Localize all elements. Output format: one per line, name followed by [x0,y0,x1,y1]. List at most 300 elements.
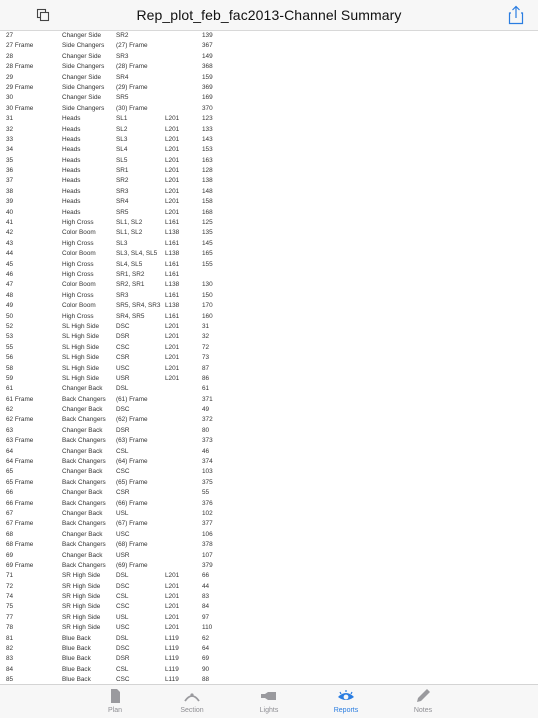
position-cell: Heads [62,146,81,154]
table-row [0,499,538,509]
dimmer-cell: 163 [202,156,213,164]
dimmer-cell: 69 [202,655,210,663]
tab-label: Lights [259,707,279,714]
focus-cell: SR3 [116,291,129,299]
tab-lights[interactable] [229,685,309,718]
channel-cell: 61 Frame [6,395,34,403]
focus-cell: (30) Frame [116,104,148,112]
position-cell: Changer Side [62,94,102,102]
channel-cell: 31 [6,115,14,123]
dimmer-cell: 123 [202,115,213,123]
focus-cell: SR4 [116,198,129,206]
position-cell: Heads [62,115,81,123]
channel-cell: 56 [6,354,14,362]
position-cell: Heads [62,198,81,206]
focus-cell: SR3 [116,52,129,60]
dimmer-cell: 87 [202,364,210,372]
focus-cell: SR5 [116,94,129,102]
table-row [0,665,538,675]
focus-cell: USC [116,624,130,632]
focus-cell: CSC [116,343,130,351]
dimmer-cell: 371 [202,395,213,403]
color-cell: L201 [165,374,180,382]
dimmer-cell: 86 [202,374,210,382]
focus-cell: SR1, SR2 [116,270,145,278]
position-cell: Changer Back [62,447,103,455]
position-cell: Changer Back [62,530,103,538]
channel-cell: 47 [6,281,14,289]
position-cell: Changer Back [62,406,103,414]
tab-bar [0,684,538,718]
channel-cell: 62 Frame [6,416,34,424]
dimmer-cell: 143 [202,135,213,143]
position-cell: Heads [62,187,81,195]
channel-cell: 37 [6,177,14,185]
position-cell: Blue Back [62,655,91,663]
dimmer-cell: 372 [202,416,213,424]
focus-cell: CSR [116,354,130,362]
dimmer-cell: 55 [202,489,210,497]
color-cell: L201 [165,198,180,206]
channel-cell: 49 [6,302,14,310]
color-cell: L201 [165,364,180,372]
dimmer-cell: 377 [202,520,213,528]
channel-cell: 46 [6,270,14,278]
channel-cell: 27 [6,32,14,39]
dimmer-cell: 373 [202,437,213,445]
position-cell: Heads [62,208,81,216]
position-cell: High Cross [62,260,94,268]
table-row [0,343,538,353]
table-row [0,467,538,477]
channel-cell: 32 [6,125,14,133]
dimmer-cell: 376 [202,499,213,507]
position-cell: Changer Back [62,385,103,393]
position-cell: High Cross [62,291,94,299]
focus-cell: DSC [116,645,130,653]
focus-cell: SL3, SL4, SL5 [116,250,158,258]
table-row [0,312,538,322]
channel-cell: 43 [6,239,14,247]
dimmer-cell: 44 [202,582,210,590]
focus-cell: (67) Frame [116,520,148,528]
focus-cell: (64) Frame [116,458,148,466]
color-cell: L138 [165,281,180,289]
tab-plan[interactable] [75,685,155,718]
channel-cell: 85 [6,676,14,684]
position-cell: Changer Back [62,489,103,497]
table-row [0,260,538,270]
tab-label: Notes [413,707,433,714]
color-cell: L201 [165,603,180,611]
table-row [0,530,538,540]
position-cell: Color Boom [62,281,96,289]
position-cell: Heads [62,156,81,164]
channel-cell: 69 Frame [6,561,34,569]
color-cell: L119 [165,645,179,653]
table-row [0,447,538,457]
dimmer-cell: 83 [202,593,210,601]
channel-summary-table[interactable] [0,31,538,684]
color-cell: L201 [165,187,180,195]
channel-cell: 30 Frame [6,104,34,112]
dimmer-cell: 160 [202,312,213,320]
channel-cell: 82 [6,645,14,653]
channel-cell: 63 Frame [6,437,34,445]
focus-cell: SR2 [116,177,129,185]
table-row [0,280,538,290]
channel-cell: 68 [6,530,14,538]
table-row [0,571,538,581]
table-row [0,675,538,684]
color-cell: L161 [165,291,180,299]
table-row [0,135,538,145]
table-row [0,426,538,436]
channel-cell: 29 Frame [6,83,34,91]
dimmer-cell: 153 [202,146,213,154]
table-row [0,104,538,114]
table-row [0,644,538,654]
channel-cell: 67 [6,509,14,517]
position-cell: High Cross [62,219,94,227]
channel-cell: 74 [6,593,14,601]
position-cell: SR High Side [62,624,101,632]
dimmer-cell: 61 [202,385,210,393]
focus-cell: DSC [116,582,130,590]
table-row [0,374,538,384]
table-row [0,249,538,259]
position-cell: Back Changers [62,541,106,549]
position-cell: SL High Side [62,322,100,330]
focus-cell: DSR [116,333,130,341]
table-row [0,613,538,623]
dimmer-cell: 169 [202,94,213,102]
dimmer-cell: 155 [202,260,213,268]
position-cell: SR High Side [62,582,101,590]
dimmer-cell: 102 [202,509,213,517]
color-cell: L201 [165,125,180,133]
position-cell: Color Boom [62,302,96,310]
page-title: Rep_plot_feb_fac2013-Channel Summary [136,7,402,23]
table-row [0,384,538,394]
channel-cell: 41 [6,219,14,227]
focus-cell: USC [116,364,130,372]
position-cell: Back Changers [62,458,106,466]
dimmer-cell: 170 [202,302,213,310]
dimmer-cell: 49 [202,406,210,414]
channel-cell: 77 [6,613,14,621]
focus-cell: USR [116,374,130,382]
channel-cell: 45 [6,260,14,268]
dimmer-cell: 145 [202,239,213,247]
position-cell: SL High Side [62,333,100,341]
position-cell: Back Changers [62,478,106,486]
color-cell: L119 [165,655,179,663]
position-cell: SR High Side [62,613,101,621]
channel-cell: 44 [6,250,14,258]
tab-section[interactable] [152,685,232,718]
share-icon[interactable] [508,5,524,25]
table-row [0,654,538,664]
position-cell: Changer Back [62,468,103,476]
color-cell: L119 [165,665,179,673]
dimmer-cell: 84 [202,603,210,611]
dimmer-cell: 165 [202,250,213,258]
channel-cell: 27 Frame [6,42,34,50]
table-row [0,73,538,83]
dimmer-cell: 88 [202,676,210,684]
focus-cell: CSC [116,468,130,476]
position-cell: High Cross [62,239,94,247]
plan-document-icon [105,688,125,704]
dimmer-cell: 375 [202,478,213,486]
position-cell: Changer Side [62,73,102,81]
focus-cell: DSC [116,322,130,330]
pencil-icon [413,688,433,704]
table-row [0,509,538,519]
position-cell: Side Changers [62,83,105,91]
dimmer-cell: 150 [202,291,213,299]
channel-cell: 52 [6,322,14,330]
focus-cell: USL [116,509,129,517]
focus-cell: SL4, SL5 [116,260,143,268]
dimmer-cell: 368 [202,63,213,71]
dimmer-cell: 378 [202,541,213,549]
channel-cell: 83 [6,655,14,663]
position-cell: Back Changers [62,437,106,445]
tab-notes[interactable] [383,685,463,718]
table-row [0,156,538,166]
color-cell: L161 [165,312,180,320]
position-cell: Changer Back [62,551,103,559]
dimmer-cell: 90 [202,665,210,673]
table-row [0,176,538,186]
dimmer-cell: 106 [202,530,213,538]
dimmer-cell: 158 [202,198,213,206]
table-row [0,52,538,62]
color-cell: L201 [165,354,180,362]
focus-cell: DSC [116,406,130,414]
dimmer-cell: 72 [202,343,210,351]
position-cell: Changer Back [62,426,103,434]
focus-cell: (29) Frame [116,83,148,91]
position-cell: Color Boom [62,229,96,237]
table-row [0,197,538,207]
focus-cell: USC [116,530,130,538]
position-cell: SL High Side [62,374,100,382]
color-cell: L201 [165,593,180,601]
focus-cell: SR5 [116,208,129,216]
color-cell: L201 [165,572,180,580]
channel-cell: 64 Frame [6,458,34,466]
dimmer-cell: 139 [202,32,213,39]
table-row [0,187,538,197]
channel-cell: 72 [6,582,14,590]
position-cell: Changer Side [62,52,102,60]
focus-cell: (69) Frame [116,561,148,569]
position-cell: Side Changers [62,63,105,71]
focus-cell: CSC [116,603,130,611]
color-cell: L119 [165,634,179,642]
table-row [0,634,538,644]
dimmer-cell: 379 [202,561,213,569]
channel-cell: 29 [6,73,14,81]
dimmer-cell: 107 [202,551,213,559]
focus-cell: CSR [116,489,130,497]
channel-cell: 69 [6,551,14,559]
position-cell: Heads [62,125,81,133]
table-row [0,145,538,155]
table-row [0,415,538,425]
focus-cell: SL2 [116,125,128,133]
table-row [0,478,538,488]
focus-cell: (68) Frame [116,541,148,549]
focus-cell: CSL [116,665,129,673]
position-cell: Blue Back [62,665,91,673]
channel-cell: 36 [6,167,14,175]
channel-cell: 50 [6,312,14,320]
color-cell: L201 [165,333,180,341]
focus-cell: SR4 [116,73,129,81]
table-row [0,540,538,550]
focus-cell: USR [116,551,130,559]
table-row [0,270,538,280]
color-cell: L201 [165,582,180,590]
channel-cell: 40 [6,208,14,216]
dimmer-cell: 149 [202,52,213,60]
focus-cell: SR3 [116,187,129,195]
table-row [0,332,538,342]
dimmer-cell: 148 [202,187,213,195]
channel-cell: 65 [6,468,14,476]
focus-cell: DSR [116,426,130,434]
position-cell: SL High Side [62,354,100,362]
table-row [0,41,538,51]
table-row [0,457,538,467]
dimmer-cell: 374 [202,458,213,466]
channel-cell: 48 [6,291,14,299]
position-cell: SR High Side [62,603,101,611]
dimmer-cell: 103 [202,468,213,476]
table-row [0,364,538,374]
reports-eye-icon [336,688,356,704]
position-cell: Heads [62,167,81,175]
position-cell: High Cross [62,270,94,278]
position-cell: Blue Back [62,634,91,642]
table-row [0,83,538,93]
table-row [0,488,538,498]
color-cell: L161 [165,219,180,227]
position-cell: Back Changers [62,416,106,424]
channel-cell: 71 [6,572,14,580]
focus-cell: SL5 [116,156,128,164]
tab-label: Plan [107,707,122,714]
tab-reports[interactable] [306,685,386,718]
dimmer-cell: 128 [202,167,213,175]
table-row [0,551,538,561]
focus-cell: SL3 [116,239,128,247]
color-cell: L201 [165,167,180,175]
table-row [0,322,538,332]
color-cell: L161 [165,239,180,247]
channel-cell: 81 [6,634,14,642]
channel-cell: 42 [6,229,14,237]
table-row [0,62,538,72]
focus-cell: SR4, SR5 [116,312,145,320]
focus-cell: SR5, SR4, SR3 [116,302,161,310]
dimmer-cell: 369 [202,83,213,91]
dimmer-cell: 133 [202,125,213,133]
channel-cell: 28 [6,52,14,60]
focus-cell: SR2 [116,32,129,39]
table-row [0,239,538,249]
color-cell: L201 [165,343,180,351]
color-cell: L138 [165,229,180,237]
table-row [0,166,538,176]
channel-cell: 59 [6,374,14,382]
position-cell: SL High Side [62,343,100,351]
navigation-bar [0,0,538,31]
position-cell: SR High Side [62,572,101,580]
focus-cell: (63) Frame [116,437,148,445]
position-cell: Back Changers [62,395,106,403]
focus-cell: USL [116,613,129,621]
color-cell: L201 [165,322,180,330]
channel-cell: 75 [6,603,14,611]
focus-cell: SL3 [116,135,128,143]
dimmer-cell: 168 [202,208,213,216]
table-row [0,436,538,446]
channel-cell: 33 [6,135,14,143]
position-cell: SL High Side [62,364,100,372]
focus-cell: (28) Frame [116,63,148,71]
table-row [0,561,538,571]
channel-cell: 61 [6,385,14,393]
channel-cell: 66 [6,489,14,497]
table-row [0,592,538,602]
table-row [0,519,538,529]
dimmer-cell: 159 [202,73,213,81]
table-row [0,405,538,415]
dimmer-cell: 66 [202,572,210,580]
position-cell: Side Changers [62,104,105,112]
table-row [0,301,538,311]
dimmer-cell: 110 [202,624,213,632]
color-cell: L161 [165,270,180,278]
channel-cell: 38 [6,187,14,195]
channel-cell: 58 [6,364,14,372]
dimmer-cell: 64 [202,645,210,653]
dimmer-cell: 32 [202,333,210,341]
focus-cell: DSL [116,634,129,642]
position-cell: Heads [62,135,81,143]
color-cell: L138 [165,302,180,310]
section-icon [182,688,202,704]
channel-cell: 62 [6,406,14,414]
dimmer-cell: 138 [202,177,213,185]
position-cell: Side Changers [62,42,105,50]
channel-cell: 64 [6,447,14,455]
table-row [0,125,538,135]
focus-cell: SL1, SL2 [116,219,143,227]
focus-cell: SL1 [116,115,128,123]
focus-cell: CSL [116,447,129,455]
focus-cell: DSR [116,655,130,663]
channel-cell: 34 [6,146,14,154]
position-cell: Changer Back [62,509,103,517]
table-row [0,228,538,238]
position-cell: Blue Back [62,676,91,684]
